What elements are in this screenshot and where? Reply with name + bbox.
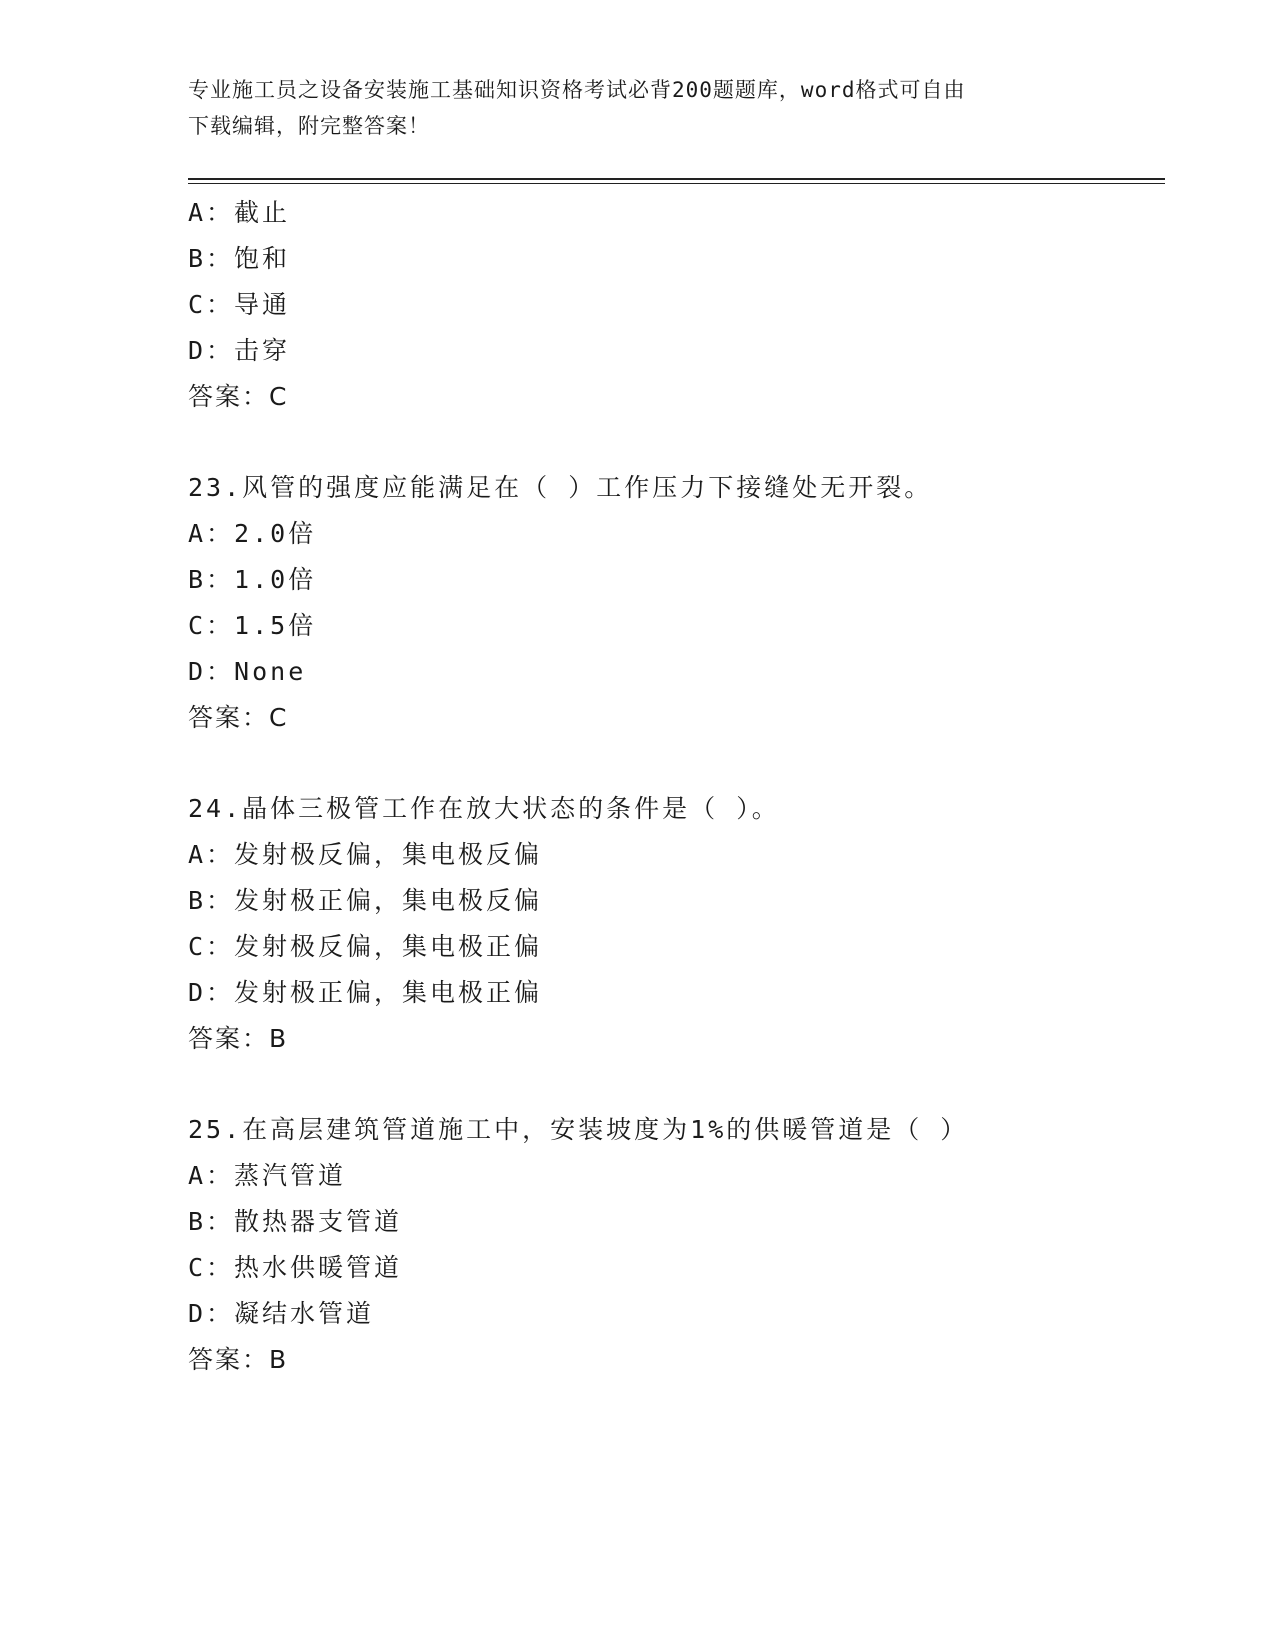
answer-line: 答案：B — [188, 1345, 289, 1374]
header-line-2: 下载编辑，附完整答案！ — [188, 114, 430, 138]
question-text: 25.在高层建筑管道施工中，安装坡度为1%的供暖管道是（ ） — [188, 1115, 969, 1144]
header-divider-thick — [188, 178, 1165, 180]
option-c: C：1.5倍 — [188, 611, 317, 640]
question-text: 23.风管的强度应能满足在（ ）工作压力下接缝处无开裂。 — [188, 473, 933, 502]
option-c: C：发射极反偏，集电极正偏 — [188, 932, 543, 961]
question-block-22 — [188, 190, 1168, 420]
question-block-23 — [188, 465, 1168, 741]
option-d: D：凝结水管道 — [188, 1299, 375, 1328]
option-c: C：导通 — [188, 290, 291, 319]
answer-line: 答案：B — [188, 1024, 289, 1053]
question-text: 24.晶体三极管工作在放大状态的条件是（ ）。 — [188, 794, 780, 823]
header-line-1: 专业施工员之设备安装施工基础知识资格考试必背200题题库，word格式可自由 — [188, 78, 966, 102]
answer-line: 答案：C — [188, 703, 289, 732]
option-d: D：击穿 — [188, 336, 291, 365]
option-b: B：1.0倍 — [188, 565, 317, 594]
question-block-24 — [188, 786, 1168, 1062]
document-header — [188, 72, 1088, 144]
option-d: D：None — [188, 657, 307, 686]
option-a: A：蒸汽管道 — [188, 1161, 347, 1190]
option-a: A：发射极反偏，集电极反偏 — [188, 840, 543, 869]
answer-line: 答案：C — [188, 382, 289, 411]
option-c: C：热水供暖管道 — [188, 1253, 403, 1282]
question-block-25 — [188, 1107, 1168, 1383]
option-b: B：饱和 — [188, 244, 291, 273]
option-d: D：发射极正偏，集电极正偏 — [188, 978, 543, 1007]
option-a: A：2.0倍 — [188, 519, 317, 548]
option-b: B：发射极正偏，集电极反偏 — [188, 886, 543, 915]
header-divider-thin — [188, 183, 1165, 184]
question-list — [188, 190, 1168, 1383]
option-b: B：散热器支管道 — [188, 1207, 403, 1236]
option-a: A：截止 — [188, 198, 291, 227]
